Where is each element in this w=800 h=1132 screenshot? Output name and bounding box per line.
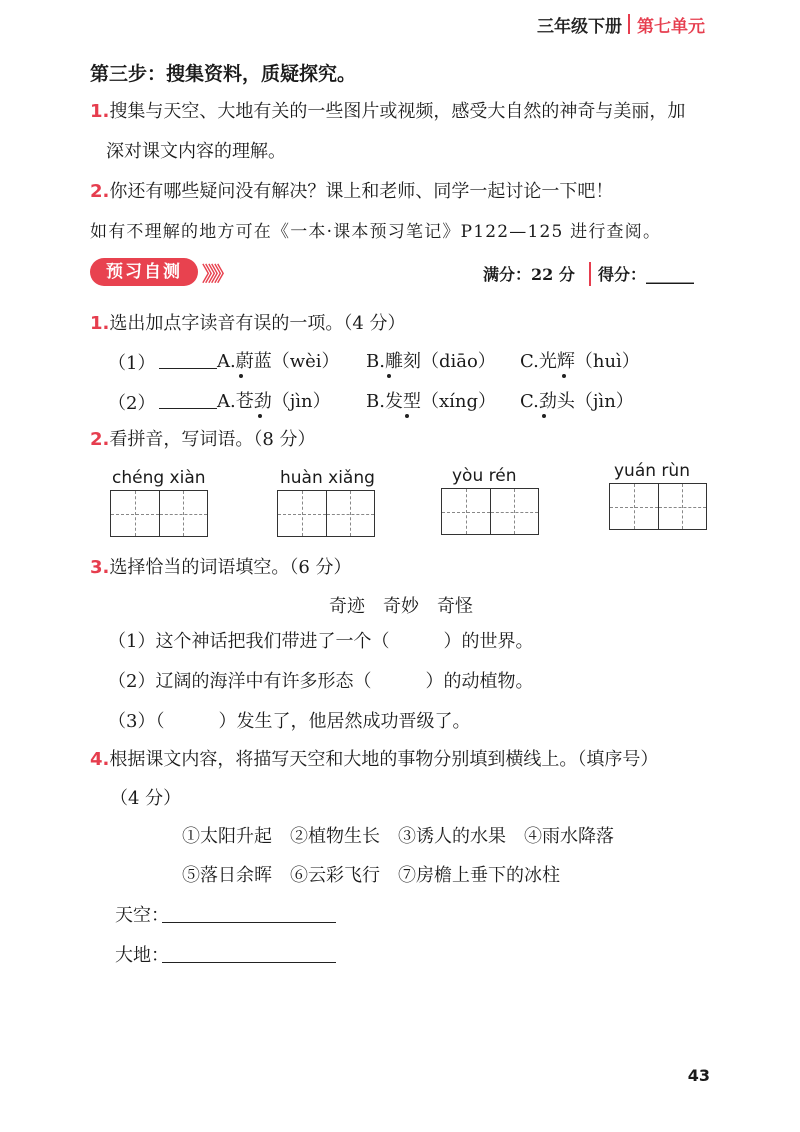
writing-grid-3[interactable] bbox=[441, 488, 539, 535]
full-score: 满分：22 分 bbox=[483, 265, 575, 284]
q3-sentence-1: （1）这个神话把我们带进了一个（ ）的世界。 bbox=[108, 631, 534, 652]
q2-title bbox=[90, 428, 316, 452]
question-text: 选择恰当的词语填空。（6 分） bbox=[109, 557, 352, 578]
emphasis-dot bbox=[405, 414, 409, 418]
emphasis-dot bbox=[562, 374, 566, 378]
pinyin-2: huàn xiǎng bbox=[280, 468, 375, 488]
earth-answer-line[interactable] bbox=[162, 962, 336, 963]
score-separator bbox=[589, 262, 591, 286]
earth-label: 大地： bbox=[115, 945, 169, 966]
q1-row1-option-b: B.雕刻（diāo） bbox=[366, 351, 496, 372]
emphasis-dot bbox=[542, 414, 546, 418]
q1-row2-option-b: B.发型（xíng） bbox=[366, 391, 496, 412]
header-grade: 三年级下册 bbox=[537, 17, 622, 37]
emphasis-dot bbox=[239, 374, 243, 378]
row-label: （1） bbox=[108, 353, 156, 374]
q1-row2-label bbox=[108, 390, 217, 416]
q1-row1-label bbox=[108, 350, 217, 376]
q4-options-row1: ①太阳升起 ②植物生长 ③诱人的水果 ④雨水降落 bbox=[182, 826, 614, 847]
q1-row2-option-a: A.苍劲（jìn） bbox=[217, 391, 331, 412]
pinyin-3: yòu rén bbox=[452, 466, 517, 486]
emphasis-dot bbox=[387, 374, 391, 378]
sky-answer-line[interactable] bbox=[162, 922, 336, 923]
q1-row1-option-c: C.光辉（huì） bbox=[520, 351, 640, 372]
question-number: 1. bbox=[90, 313, 110, 334]
answer-blank[interactable] bbox=[159, 350, 217, 369]
q1-row2-option-c: C.劲头（jìn） bbox=[520, 391, 634, 412]
header-separator bbox=[628, 14, 630, 34]
emphasis-dot bbox=[258, 414, 262, 418]
q1-title bbox=[90, 312, 406, 336]
header-unit: 第七单元 bbox=[637, 17, 705, 37]
q4-points: （4 分） bbox=[110, 788, 182, 809]
pinyin-4: yuán rùn bbox=[614, 461, 690, 481]
pinyin-1: chéng xiàn bbox=[112, 468, 206, 488]
reference-note: 如有不理解的地方可在《一本·课本预习笔记》P122—125 进行查阅。 bbox=[90, 222, 662, 242]
page-number: 43 bbox=[687, 1066, 710, 1085]
step3-item1 bbox=[90, 100, 685, 124]
answer-blank[interactable] bbox=[159, 390, 217, 409]
item-number: 1. bbox=[90, 101, 110, 122]
step3-title: 第三步：搜集资料，质疑探究。 bbox=[90, 63, 357, 85]
item-text: 搜集与天空、大地有关的一些图片或视频，感受大自然的神奇与美丽，加 bbox=[109, 101, 686, 122]
question-number: 4. bbox=[90, 749, 110, 770]
q3-title bbox=[90, 556, 352, 580]
sky-label: 天空： bbox=[115, 905, 169, 926]
q3-sentence-2: （2）辽阔的海洋中有许多形态（ ）的动植物。 bbox=[108, 671, 534, 692]
question-number: 3. bbox=[90, 557, 110, 578]
row-label: （2） bbox=[108, 393, 156, 414]
q4-options-row2: ⑤落日余晖 ⑥云彩飞行 ⑦房檐上垂下的冰柱 bbox=[182, 865, 560, 886]
q3-sentence-3: （3）（ ）发生了，他居然成功晋级了。 bbox=[108, 711, 471, 732]
self-test-badge: 预习自测 bbox=[90, 258, 198, 286]
question-text: 根据课文内容，将描写天空和大地的事物分别填到横线上。（填序号） bbox=[109, 749, 659, 770]
writing-grid-2[interactable] bbox=[277, 490, 375, 537]
item-number: 2. bbox=[90, 181, 110, 202]
item-text: 你还有哪些疑问没有解决？课上和老师、同学一起讨论一下吧！ bbox=[109, 181, 614, 202]
score-field: 得分：______ bbox=[598, 265, 695, 284]
chevron-arrows-icon: 》》》 bbox=[202, 262, 230, 286]
q1-row1-option-a: A.蔚蓝（wèi） bbox=[217, 351, 340, 372]
writing-grid-1[interactable] bbox=[110, 490, 208, 537]
question-text: 选出加点字读音有误的一项。（4 分） bbox=[109, 313, 406, 334]
q4-title bbox=[90, 748, 658, 772]
q3-word-options: 奇迹 奇妙 奇怪 bbox=[329, 596, 473, 617]
step3-item1-cont: 深对课文内容的理解。 bbox=[106, 141, 286, 162]
question-number: 2. bbox=[90, 429, 110, 450]
writing-grid-4[interactable] bbox=[609, 483, 707, 530]
step3-item2 bbox=[90, 180, 613, 204]
question-text: 看拼音，写词语。（8 分） bbox=[109, 429, 316, 450]
